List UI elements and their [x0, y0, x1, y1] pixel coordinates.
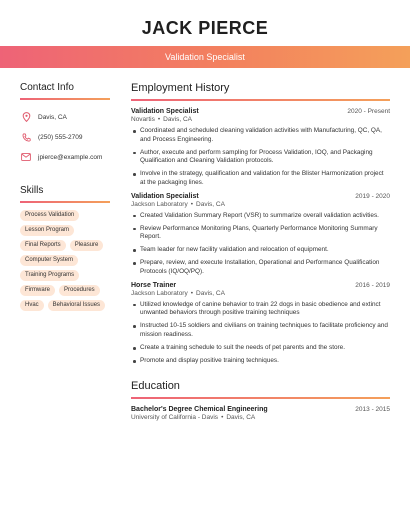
skill-chip: Firmware	[20, 285, 55, 296]
contact-location	[20, 107, 110, 127]
job-title: Validation Specialist	[131, 108, 199, 115]
skills-list	[20, 210, 110, 311]
job-bullet: Review Performance Monitoring Plans, Quarterly Performance Monitoring Summary Report.	[140, 225, 390, 242]
skill-chip: Final Reports	[20, 240, 66, 251]
job-bullet: Involve in the strategy, qualification and validation for the Blister Harmonization project at the packaging lines.	[140, 170, 390, 187]
education-school-line: University of California - Davis • Davis, CA	[131, 413, 256, 421]
school-location: Davis, CA	[226, 413, 256, 421]
contact-location-text: Davis, CA	[38, 113, 67, 121]
job-bullet: Coordinated and scheduled cleaning validation activities with Manufacturing, QC, QA, and Process Engineering.	[140, 127, 390, 144]
skill-chip: Behavioral Issues	[48, 300, 105, 311]
contact-phone-text: (250) 555-2709	[38, 133, 83, 141]
education-date: 2013 - 2015	[355, 405, 390, 413]
job-bullet: Author, execute and perform sampling for Process Validation, IOQ, and Packaging Qualification and Cleaning Validation protocols.	[140, 149, 390, 166]
candidate-name: JACK PIERCE	[141, 18, 269, 38]
email-icon	[20, 151, 32, 163]
job-location: Davis, CA	[196, 289, 225, 297]
contact-email	[20, 147, 110, 167]
job-bullet: Team leader for new facility validation and relocation of equipment.	[140, 246, 390, 255]
job-entry	[131, 108, 390, 188]
job-company-line: Jackson Laboratory • Davis, CA	[131, 200, 225, 208]
job-date: 2019 - 2020	[355, 192, 390, 200]
job-company-line: Novartis • Davis, CA	[131, 116, 193, 123]
job-bullets	[131, 212, 390, 277]
job-bullet: Utilized knowledge of canine behavior to train 22 dogs in basic obedience and extinct unwanted behaviors through positive training techniques	[140, 301, 390, 318]
job-title-banner: Validation Specialist	[0, 46, 410, 68]
skill-chip: Procedures	[59, 285, 100, 296]
job-company: Jackson Laboratory	[131, 289, 188, 297]
job-bullet: Promote and display positive training techniques.	[140, 357, 390, 366]
skill-chip: Hvac	[20, 300, 44, 311]
contact-email-text[interactable]: jpierce@example.com	[38, 153, 103, 161]
job-company-line: Jackson Laboratory • Davis, CA	[131, 289, 225, 297]
skills-divider	[20, 201, 110, 203]
job-date: 2020 - Present	[347, 108, 390, 115]
skill-chip: Pleasure	[70, 240, 104, 251]
job-date: 2016 - 2019	[355, 281, 390, 289]
education-divider	[131, 397, 390, 399]
job-bullet: Created Validation Summary Report (VSR) to summarize overall validation activities.	[140, 212, 390, 221]
job-title: Validation Specialist	[131, 192, 199, 200]
job-title: Horse Trainer	[131, 281, 177, 289]
location-pin-icon	[20, 111, 32, 123]
school: University of California - Davis	[131, 413, 219, 421]
skill-chip: Lesson Program	[20, 225, 74, 236]
skill-chip: Process Validation	[20, 210, 79, 221]
contact-section-title: Contact Info	[20, 82, 74, 93]
right-column	[131, 82, 390, 426]
job-entry	[131, 282, 390, 366]
left-column	[20, 82, 110, 311]
job-bullets	[131, 301, 390, 366]
job-location: Davis, CA	[196, 200, 225, 208]
job-bullet: Prepare, review, and execute Installation, Operational and Performance Qualification Protocols (IQ/OQ/PQ).	[140, 259, 390, 276]
skill-chip: Training Programs	[20, 270, 79, 281]
skills-section-title: Skills	[20, 185, 44, 196]
job-location: Davis, CA	[163, 116, 193, 123]
job-bullet: Instructed 10-15 soldiers and civilians on training techniques to facilitate proficiency and mission readiness.	[140, 322, 390, 339]
education-entry	[131, 406, 390, 421]
phone-icon	[20, 131, 32, 143]
degree: Bachelor's Degree Chemical Engineering	[131, 405, 268, 413]
education-section-title: Education	[131, 379, 180, 392]
job-bullet: Create a training schedule to suit the needs of pet parents and the store.	[140, 344, 390, 353]
skill-chip: Computer System	[20, 255, 78, 266]
employment-section-title: Employment History	[131, 82, 230, 94]
job-company: Novartis	[131, 116, 155, 123]
job-bullets	[131, 127, 390, 188]
job-entry	[131, 193, 390, 277]
employment-divider	[131, 99, 390, 101]
contact-phone	[20, 127, 110, 147]
contact-divider	[20, 98, 110, 100]
job-company: Jackson Laboratory	[131, 200, 188, 208]
